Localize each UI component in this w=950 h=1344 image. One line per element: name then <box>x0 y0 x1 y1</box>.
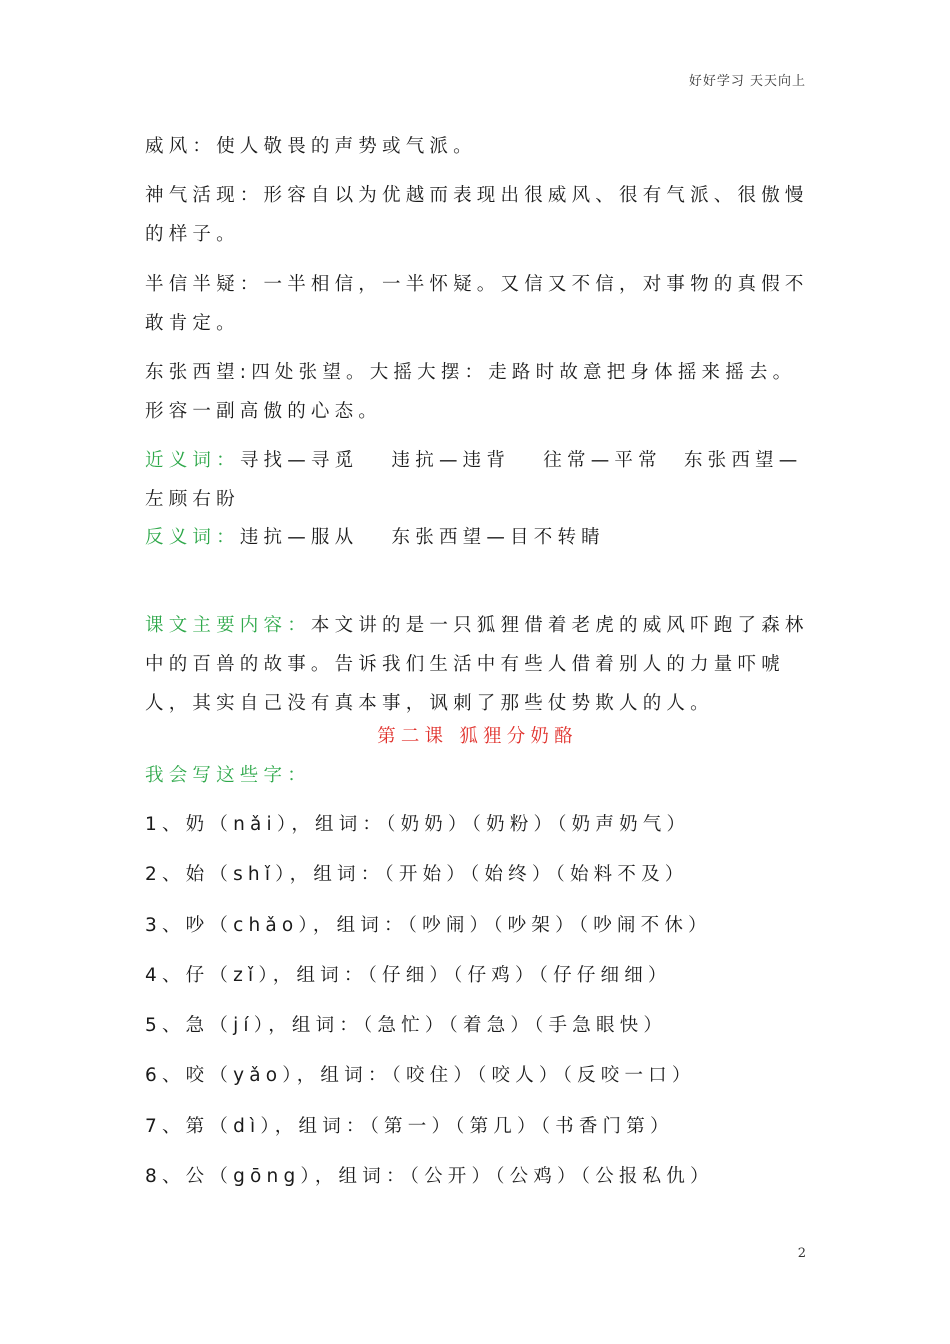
summary <box>145 606 810 723</box>
character-item: 1、奶（nǎi），组词：（奶奶）（奶粉）（奶声奶气） <box>145 814 691 835</box>
antonyms-label: 反义词： <box>145 527 240 548</box>
definition-banxin: 半信半疑：一半相信，一半怀疑。又信又不信，对事物的真假不敢肯定。 <box>145 274 809 334</box>
synonyms-text: 寻找—寻觅 违抗—违背 往常—平常 东张西望—左顾右盼 <box>145 450 803 510</box>
definition-shenqi: 神气活现：形容自以为优越而表现出很威风、很有气派、很傲慢的样子。 <box>145 185 809 245</box>
character-item: 8、公（gōng），组词：（公开）（公鸡）（公报私仇） <box>145 1166 714 1187</box>
antonyms <box>145 518 810 557</box>
character-item: 6、咬（yǎo），组词：（咬住）（咬人）（反咬一口） <box>145 1065 696 1086</box>
definition-weifeng: 威风：使人敬畏的声势或气派。 <box>145 136 477 157</box>
character-item: 7、第（dì），组词：（第一）（第几）（书香门第） <box>145 1116 674 1137</box>
page-number: 2 <box>797 1246 806 1261</box>
summary-text: 本文讲的是一只狐狸借着老虎的威风吓跑了森林中的百兽的故事。告诉我们生活中有些人借着别人的力量吓唬人，其实自己没有真本事，讽刺了那些仗势欺人的人。 <box>145 615 809 714</box>
page-header: 好好学习 天天向上 <box>688 74 806 89</box>
definition-dongzhang: 东张西望:四处张望。大摇大摆：走路时故意把身体摇来摇去。形容一副高傲的心态。 <box>145 362 797 422</box>
synonyms <box>145 441 810 519</box>
antonyms-text: 违抗—服从 东张西望—目不转睛 <box>239 527 605 548</box>
character-item: 2、始（shǐ），组词：（开始）（始终）（始料不及） <box>145 864 689 885</box>
character-item: 3、吵（chǎo），组词：（吵闹）（吵架）（吵闹不休） <box>145 915 712 936</box>
character-item: 5、急（jí），组词：（急忙）（着急）（手急眼快） <box>145 1015 668 1036</box>
summary-label: 课文主要内容： <box>145 615 311 636</box>
synonyms-label: 近义词： <box>145 450 240 471</box>
lesson-title: 第二课 狐狸分奶酪 <box>377 726 578 747</box>
character-item: 4、仔（zǐ），组词：（仔细）（仔鸡）（仔仔细细） <box>145 965 672 986</box>
write-section-label: 我会写这些字： <box>145 765 311 786</box>
